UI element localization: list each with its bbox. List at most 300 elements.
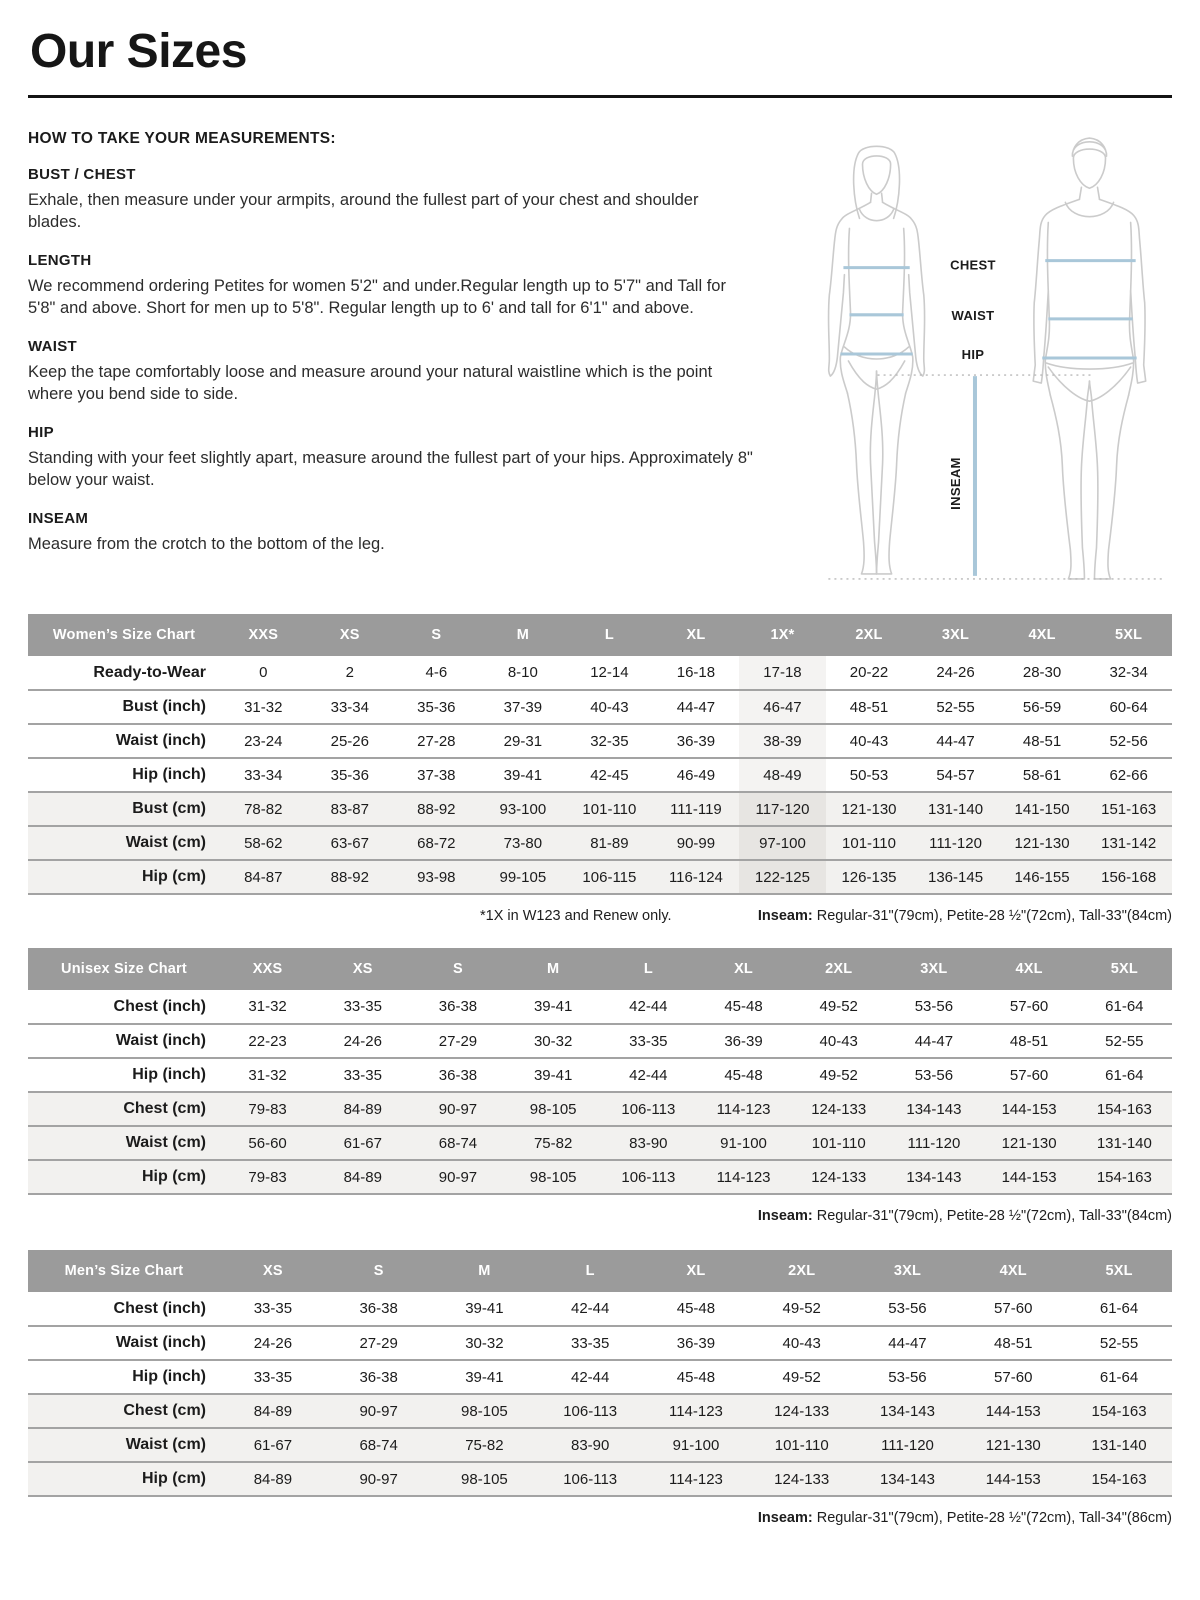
size-value-cell: 50-53 xyxy=(849,766,889,784)
size-column-header: S xyxy=(410,948,505,990)
size-value-cell: 90-97 xyxy=(359,1402,398,1420)
size-value-cell: 106-115 xyxy=(582,868,637,886)
row-label: Bust (inch) xyxy=(122,698,206,715)
size-value-cell: 36-39 xyxy=(724,1032,763,1050)
size-value-cell: 79-83 xyxy=(248,1168,287,1186)
section-body: Standing with your feet slightly apart, measure around the fullest part of your hips. Approximately 8" below your waist. xyxy=(28,448,753,489)
row-label: Waist (cm) xyxy=(125,1134,206,1151)
hip-label: HIP xyxy=(961,347,985,363)
size-value-cell: 68-74 xyxy=(359,1436,398,1454)
size-value-cell: 106-113 xyxy=(621,1168,676,1186)
section-body: Keep the tape comfortably loose and measure around your natural waistline which is the point where you bend side to side. xyxy=(28,362,713,403)
size-column-header: XS xyxy=(220,1250,326,1292)
size-value-cell: 32-34 xyxy=(1109,664,1148,681)
footnote-inseam-text: Regular-31"(79cm), Petite-28 ½"(72cm), Tall-33"(84cm) xyxy=(812,1208,1172,1224)
size-value-cell: 28-30 xyxy=(1022,664,1062,681)
size-value-cell: 106-113 xyxy=(563,1402,618,1420)
footnote-inseam-text: Regular-31"(79cm), Petite-28 ½"(72cm), Tall-33"(84cm) xyxy=(812,908,1172,924)
size-value-cell: 42-44 xyxy=(629,998,668,1015)
size-value-cell: 39-41 xyxy=(465,1300,504,1317)
size-value-cell: 146-155 xyxy=(1014,868,1070,886)
size-value-cell: 53-56 xyxy=(888,1368,927,1386)
size-value-cell: 27-28 xyxy=(417,732,456,750)
size-value-cell: 154-163 xyxy=(1096,1100,1152,1118)
size-column-header: XL xyxy=(696,948,791,990)
size-value-cell: 33-35 xyxy=(253,1368,293,1386)
size-value-cell: 117-120 xyxy=(739,792,826,826)
size-value-cell: 114-123 xyxy=(716,1100,771,1118)
size-value-cell: 154-163 xyxy=(1091,1402,1147,1420)
size-column-header: 2XL xyxy=(791,948,886,990)
size-value-cell: 101-110 xyxy=(582,800,637,818)
size-value-cell: 42-45 xyxy=(590,766,629,784)
size-value-cell: 83-90 xyxy=(629,1134,668,1152)
table-row xyxy=(28,1024,1172,1058)
footnote-inseam xyxy=(758,1510,1172,1526)
size-value-cell: 106-113 xyxy=(621,1100,676,1118)
table-row xyxy=(28,1058,1172,1092)
size-value-cell: 45-48 xyxy=(724,998,763,1015)
table-row xyxy=(28,990,1172,1024)
size-value-cell: 106-113 xyxy=(563,1470,618,1488)
size-value-cell: 36-38 xyxy=(438,998,478,1015)
size-value-cell: 111-120 xyxy=(881,1436,934,1454)
section-title: WAIST xyxy=(28,337,77,355)
size-value-cell: 23-24 xyxy=(244,732,283,750)
size-value-cell: 48-51 xyxy=(1022,732,1062,750)
size-value-cell: 33-35 xyxy=(343,998,382,1015)
womens-size-chart-block xyxy=(28,614,1172,924)
size-value-cell: 68-74 xyxy=(438,1134,478,1152)
chest-label: CHEST xyxy=(950,257,996,273)
waist-label: WAIST xyxy=(951,307,995,323)
size-value-cell: 116-124 xyxy=(668,868,723,886)
row-label: Hip (cm) xyxy=(142,868,206,885)
size-column-header: XS xyxy=(315,948,410,990)
size-value-cell: 60-64 xyxy=(1109,698,1148,716)
size-value-cell: 31-32 xyxy=(248,1066,287,1084)
size-value-cell: 17-18 xyxy=(739,656,826,690)
row-label: Waist (cm) xyxy=(125,1436,206,1453)
section-body: Measure from the crotch to the bottom of the leg. xyxy=(28,534,385,553)
size-value-cell: 44-47 xyxy=(936,732,975,750)
size-value-cell: 31-32 xyxy=(248,998,287,1015)
footnote-inseam-label: Inseam: xyxy=(757,1510,813,1526)
size-value-cell: 35-36 xyxy=(330,766,369,784)
section-length xyxy=(28,252,788,320)
size-column-header: XXS xyxy=(220,614,307,656)
size-value-cell: 39-41 xyxy=(503,766,543,784)
size-value-cell: 16-18 xyxy=(676,664,716,681)
size-value-cell: 88-92 xyxy=(330,868,369,886)
table-title: Men’s Size Chart xyxy=(28,1250,220,1292)
table-row xyxy=(28,1428,1172,1462)
size-value-cell: 90-97 xyxy=(438,1168,478,1186)
mens-size-chart-table xyxy=(28,1250,1172,1497)
size-value-cell: 101-110 xyxy=(842,834,896,852)
size-value-cell: 91-100 xyxy=(720,1134,767,1152)
size-value-cell: 27-29 xyxy=(359,1334,398,1352)
size-value-cell: 61-67 xyxy=(343,1134,382,1152)
size-value-cell: 114-123 xyxy=(668,1470,723,1488)
size-value-cell: 36-38 xyxy=(359,1368,398,1386)
size-value-cell: 44-47 xyxy=(914,1032,954,1050)
row-label: Hip (inch) xyxy=(132,1368,206,1385)
size-value-cell: 48-51 xyxy=(849,698,889,716)
footnote-inseam xyxy=(758,908,1172,924)
size-column-header: 3XL xyxy=(886,948,981,990)
size-value-cell: 58-62 xyxy=(244,834,283,852)
size-value-cell: 98-105 xyxy=(529,1168,577,1186)
row-label: Chest (inch) xyxy=(113,1299,206,1317)
size-value-cell: 44-47 xyxy=(676,698,716,716)
table-header-row xyxy=(28,1250,1172,1292)
size-value-cell: 2 xyxy=(345,664,354,681)
size-value-cell: 121-130 xyxy=(985,1436,1041,1454)
size-value-cell: 22-23 xyxy=(248,1032,287,1050)
size-value-cell: 84-89 xyxy=(343,1168,382,1186)
size-value-cell: 124-133 xyxy=(811,1168,867,1186)
size-column-header: M xyxy=(506,948,601,990)
size-value-cell: 4-6 xyxy=(425,664,448,681)
size-value-cell: 81-89 xyxy=(590,834,629,852)
table-title: Unisex Size Chart xyxy=(28,948,220,990)
size-value-cell: 58-61 xyxy=(1022,766,1062,784)
size-value-cell: 36-39 xyxy=(676,1334,716,1352)
size-value-cell: 61-64 xyxy=(1105,998,1144,1015)
size-value-cell: 45-48 xyxy=(676,1368,716,1386)
unisex-table-footnotes xyxy=(28,1208,1172,1224)
size-value-cell: 131-142 xyxy=(1101,834,1157,852)
size-value-cell: 29-31 xyxy=(503,732,543,750)
size-value-cell: 99-105 xyxy=(499,868,547,886)
size-value-cell: 144-153 xyxy=(1001,1168,1057,1186)
size-value-cell: 36-38 xyxy=(359,1300,398,1317)
size-value-cell: 134-143 xyxy=(879,1470,935,1488)
size-column-header: XS xyxy=(307,614,394,656)
size-value-cell: 61-64 xyxy=(1099,1368,1139,1386)
size-value-cell: 32-35 xyxy=(590,732,629,750)
size-value-cell: 134-143 xyxy=(879,1402,935,1420)
table-row xyxy=(28,1326,1172,1360)
table-row xyxy=(28,1360,1172,1394)
size-value-cell: 27-29 xyxy=(438,1032,478,1050)
size-column-header: M xyxy=(432,1250,538,1292)
size-value-cell: 45-48 xyxy=(724,1066,763,1084)
size-value-cell: 111-120 xyxy=(929,834,982,852)
female-silhouette xyxy=(828,146,924,574)
size-value-cell: 56-59 xyxy=(1022,698,1062,716)
size-value-cell: 144-153 xyxy=(985,1470,1041,1488)
size-value-cell: 101-110 xyxy=(811,1134,866,1152)
size-value-cell: 40-43 xyxy=(819,1032,858,1050)
size-value-cell: 54-57 xyxy=(936,766,975,784)
inseam-label: INSEAM xyxy=(947,457,963,510)
size-value-cell: 111-119 xyxy=(670,800,722,818)
size-value-cell: 39-41 xyxy=(465,1368,504,1386)
size-value-cell: 52-56 xyxy=(1109,732,1148,750)
size-value-cell: 93-98 xyxy=(417,868,456,886)
size-value-cell: 49-52 xyxy=(782,1300,821,1317)
section-title: LENGTH xyxy=(28,251,92,269)
table-row xyxy=(28,826,1172,860)
row-label: Waist (cm) xyxy=(125,834,206,851)
size-value-cell: 111-120 xyxy=(907,1134,961,1152)
size-value-cell: 40-43 xyxy=(590,698,629,716)
size-value-cell: 114-123 xyxy=(668,1402,723,1420)
size-value-cell: 42-44 xyxy=(629,1066,668,1084)
row-label: Chest (cm) xyxy=(123,1402,206,1419)
size-value-cell: 30-32 xyxy=(533,1032,573,1050)
size-value-cell: 61-64 xyxy=(1105,1066,1144,1084)
body-silhouettes-illustration xyxy=(788,122,1172,594)
size-column-header: XL xyxy=(653,614,740,656)
size-value-cell: 141-150 xyxy=(1014,800,1070,818)
section-body: Exhale, then measure under your armpits, around the fullest part of your chest and shoulder blades. xyxy=(28,191,699,231)
unisex-size-chart-block xyxy=(28,948,1172,1224)
row-label: Ready-to-Wear xyxy=(93,663,206,681)
size-column-header: 3XL xyxy=(855,1250,961,1292)
size-value-cell: 24-26 xyxy=(343,1032,382,1050)
footnote-inseam xyxy=(758,1208,1172,1224)
size-value-cell: 53-56 xyxy=(914,998,954,1015)
footnote-inseam-label: Inseam: xyxy=(757,1208,813,1224)
size-value-cell: 79-83 xyxy=(248,1100,287,1118)
size-value-cell: 78-82 xyxy=(244,800,283,818)
size-value-cell: 156-168 xyxy=(1101,868,1157,886)
size-value-cell: 39-41 xyxy=(533,1066,573,1084)
size-value-cell: 42-44 xyxy=(570,1300,610,1317)
size-value-cell: 101-110 xyxy=(774,1436,829,1454)
section-title: INSEAM xyxy=(28,509,89,527)
top-section xyxy=(28,122,1172,600)
size-value-cell: 45-48 xyxy=(676,1300,716,1317)
section-bust-chest xyxy=(28,166,788,234)
size-value-cell: 154-163 xyxy=(1091,1470,1147,1488)
row-label: Waist (inch) xyxy=(115,1032,206,1049)
size-column-header: S xyxy=(393,614,480,656)
table-row xyxy=(28,1092,1172,1126)
section-title: BUST / CHEST xyxy=(28,166,136,183)
table-row xyxy=(28,656,1172,690)
size-column-header: 5XL xyxy=(1077,948,1172,990)
size-value-cell: 37-38 xyxy=(417,766,456,784)
size-value-cell: 124-133 xyxy=(811,1100,867,1118)
size-value-cell: 90-99 xyxy=(676,834,716,852)
size-value-cell: 136-145 xyxy=(927,868,984,886)
size-value-cell: 97-100 xyxy=(739,826,826,860)
size-value-cell: 61-64 xyxy=(1099,1300,1139,1317)
size-value-cell: 52-55 xyxy=(1099,1334,1139,1352)
size-value-cell: 0 xyxy=(259,664,268,681)
size-value-cell: 75-82 xyxy=(465,1436,504,1454)
size-value-cell: 93-100 xyxy=(499,800,547,818)
footnote-inseam-text: Regular-31"(79cm), Petite-28 ½"(72cm), Tall-34"(86cm) xyxy=(812,1510,1172,1526)
table-row xyxy=(28,690,1172,724)
size-value-cell: 90-97 xyxy=(438,1100,478,1118)
size-value-cell: 48-51 xyxy=(994,1334,1033,1352)
table-row xyxy=(28,1160,1172,1194)
size-value-cell: 83-90 xyxy=(570,1436,610,1454)
size-value-cell: 63-67 xyxy=(330,834,369,852)
table-row xyxy=(28,1126,1172,1160)
size-column-header: 3XL xyxy=(912,614,999,656)
size-column-header: 4XL xyxy=(999,614,1086,656)
size-value-cell: 48-51 xyxy=(1009,1032,1049,1050)
size-column-header: 5XL xyxy=(1085,614,1172,656)
size-value-cell: 114-123 xyxy=(716,1168,771,1186)
table-row xyxy=(28,1462,1172,1496)
size-value-cell: 53-56 xyxy=(888,1300,927,1317)
size-value-cell: 124-133 xyxy=(774,1402,830,1420)
size-value-cell: 84-89 xyxy=(253,1402,293,1420)
row-label: Bust (cm) xyxy=(132,800,206,817)
row-label: Hip (inch) xyxy=(132,1066,206,1083)
size-column-header: 5XL xyxy=(1066,1250,1172,1292)
row-label: Chest (cm) xyxy=(123,1100,206,1117)
footnote-1x: *1X in W123 and Renew only. xyxy=(480,908,672,924)
size-value-cell: 49-52 xyxy=(819,998,858,1015)
mens-table-footnotes xyxy=(28,1510,1172,1526)
measurement-instructions xyxy=(28,122,788,600)
size-value-cell: 40-43 xyxy=(849,732,889,750)
footnote-inseam-label: Inseam: xyxy=(757,908,813,924)
size-value-cell: 38-39 xyxy=(739,724,826,758)
size-value-cell: 98-105 xyxy=(461,1470,508,1488)
size-value-cell: 84-87 xyxy=(244,868,283,886)
table-row xyxy=(28,792,1172,826)
size-value-cell: 144-153 xyxy=(1001,1100,1057,1118)
size-value-cell: 40-43 xyxy=(782,1334,821,1352)
size-value-cell: 52-55 xyxy=(936,698,975,716)
size-value-cell: 49-52 xyxy=(819,1066,858,1084)
size-value-cell: 44-47 xyxy=(888,1334,927,1352)
size-value-cell: 46-49 xyxy=(676,766,716,784)
table-title: Women’s Size Chart xyxy=(28,614,220,656)
size-value-cell: 134-143 xyxy=(906,1100,962,1118)
row-label: Waist (inch) xyxy=(115,1334,206,1351)
unisex-size-chart-table xyxy=(28,948,1172,1195)
size-value-cell: 31-32 xyxy=(244,698,283,716)
size-value-cell: 73-80 xyxy=(503,834,543,852)
size-value-cell: 57-60 xyxy=(994,1368,1033,1386)
table-header-row xyxy=(28,614,1172,656)
size-column-header: L xyxy=(566,614,653,656)
size-value-cell: 36-38 xyxy=(438,1066,478,1084)
size-value-cell: 121-130 xyxy=(1014,834,1070,852)
womens-table-footnotes xyxy=(28,908,1172,924)
size-value-cell: 57-60 xyxy=(994,1300,1033,1317)
size-column-header: 4XL xyxy=(960,1250,1066,1292)
size-value-cell: 37-39 xyxy=(503,698,543,716)
row-label: Hip (cm) xyxy=(142,1470,206,1487)
size-value-cell: 33-35 xyxy=(253,1300,293,1317)
size-value-cell: 49-52 xyxy=(782,1368,821,1386)
section-inseam xyxy=(28,510,788,556)
measurement-diagram xyxy=(788,122,1172,600)
size-value-cell: 84-89 xyxy=(343,1100,382,1118)
size-value-cell: 33-35 xyxy=(629,1032,668,1050)
size-value-cell: 134-143 xyxy=(906,1168,962,1186)
size-value-cell: 122-125 xyxy=(739,860,826,894)
size-value-cell: 75-82 xyxy=(533,1134,573,1152)
size-value-cell: 12-14 xyxy=(590,664,629,681)
size-value-cell: 61-67 xyxy=(253,1436,293,1454)
size-value-cell: 144-153 xyxy=(985,1402,1041,1420)
size-value-cell: 48-49 xyxy=(739,758,826,792)
size-value-cell: 39-41 xyxy=(533,998,573,1015)
size-value-cell: 124-133 xyxy=(774,1470,830,1488)
title-divider xyxy=(28,95,1172,98)
size-value-cell: 88-92 xyxy=(417,800,456,818)
howto-heading: HOW TO TAKE YOUR MEASUREMENTS: xyxy=(28,130,336,147)
size-value-cell: 52-55 xyxy=(1105,1032,1144,1050)
size-value-cell: 151-163 xyxy=(1101,800,1157,818)
mens-size-chart-block xyxy=(28,1250,1172,1526)
size-value-cell: 33-34 xyxy=(330,698,369,716)
size-column-header: L xyxy=(537,1250,643,1292)
size-value-cell: 35-36 xyxy=(417,698,456,716)
size-value-cell: 62-66 xyxy=(1109,766,1148,784)
size-column-header: 4XL xyxy=(982,948,1077,990)
size-value-cell: 24-26 xyxy=(936,664,975,681)
size-column-header: S xyxy=(326,1250,432,1292)
size-value-cell: 121-130 xyxy=(841,800,897,818)
size-value-cell: 98-105 xyxy=(461,1402,508,1420)
size-value-cell: 36-39 xyxy=(676,732,716,750)
section-waist xyxy=(28,338,788,406)
size-value-cell: 42-44 xyxy=(570,1368,610,1386)
size-value-cell: 83-87 xyxy=(330,800,369,818)
size-value-cell: 68-72 xyxy=(417,834,456,852)
page-title: Our Sizes xyxy=(30,25,247,78)
size-value-cell: 91-100 xyxy=(672,1436,720,1454)
section-body: We recommend ordering Petites for women 5'2" and under.Regular length up to 5'7" and Tall for 5'8" and above. Short for men up to 5'8". Regular length up to 6' and tall for 6'1" and above. xyxy=(28,276,726,317)
size-column-header: 2XL xyxy=(749,1250,855,1292)
table-row xyxy=(28,724,1172,758)
size-value-cell: 56-60 xyxy=(248,1134,287,1152)
size-value-cell: 57-60 xyxy=(1009,1066,1049,1084)
row-label: Chest (inch) xyxy=(113,997,206,1015)
size-value-cell: 126-135 xyxy=(841,868,897,886)
row-label: Waist (inch) xyxy=(115,732,206,749)
size-value-cell: 84-89 xyxy=(253,1470,293,1488)
size-value-cell: 98-105 xyxy=(529,1100,577,1118)
size-value-cell: 25-26 xyxy=(330,732,369,750)
section-title: HIP xyxy=(28,423,54,441)
size-value-cell: 57-60 xyxy=(1009,998,1049,1015)
size-column-header: 1X* xyxy=(739,614,826,656)
table-row xyxy=(28,1394,1172,1428)
size-value-cell: 131-140 xyxy=(927,800,984,818)
table-row xyxy=(28,860,1172,894)
size-column-header: XL xyxy=(643,1250,749,1292)
size-value-cell: 131-140 xyxy=(1096,1134,1152,1152)
size-value-cell: 24-26 xyxy=(253,1334,293,1352)
size-column-header: M xyxy=(480,614,567,656)
size-value-cell: 20-22 xyxy=(849,664,889,681)
size-value-cell: 46-47 xyxy=(739,690,826,724)
size-value-cell: 30-32 xyxy=(465,1334,504,1352)
size-value-cell: 33-34 xyxy=(244,766,283,784)
section-hip xyxy=(28,424,788,492)
row-label: Hip (inch) xyxy=(132,766,206,783)
table-row xyxy=(28,1292,1172,1326)
size-value-cell: 53-56 xyxy=(914,1066,954,1084)
size-value-cell: 131-140 xyxy=(1091,1436,1147,1454)
size-column-header: L xyxy=(601,948,696,990)
table-row xyxy=(28,758,1172,792)
